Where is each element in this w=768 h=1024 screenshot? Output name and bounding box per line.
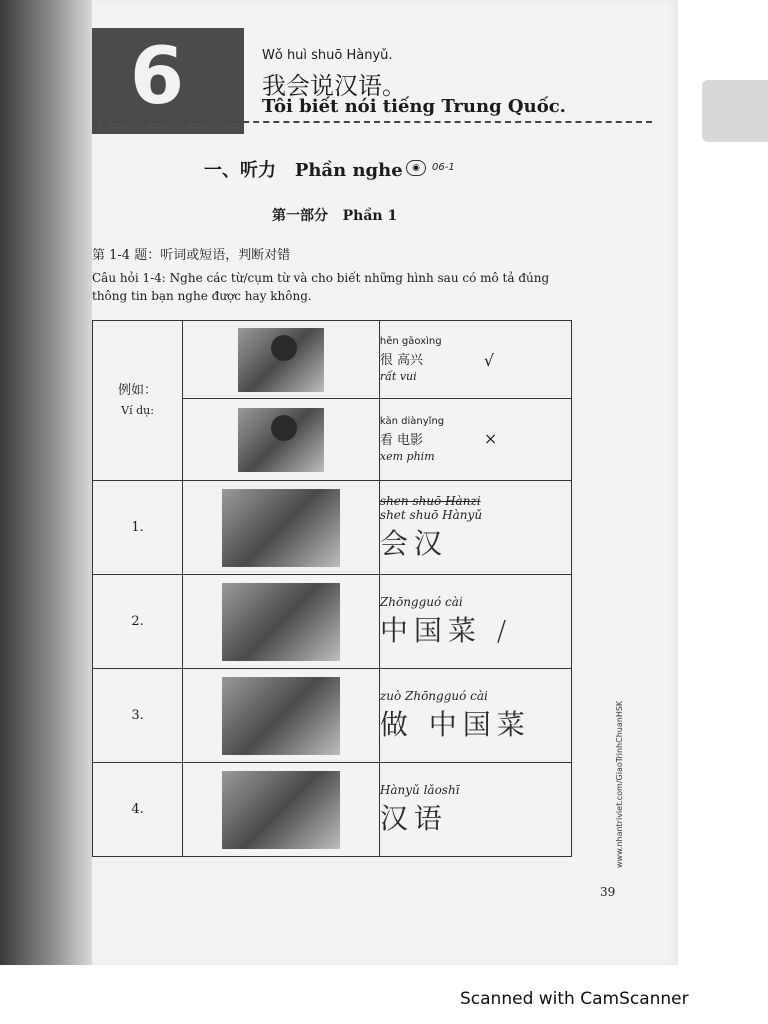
question-photo-cell (183, 575, 380, 669)
audio-track-code: 06-1 (432, 162, 455, 173)
question-photo-cell (183, 763, 380, 857)
part-title-chinese: 第一部分 (272, 208, 328, 224)
chapter-number: 6 (129, 32, 185, 122)
smiling-girl-photo (238, 328, 324, 392)
lesson-title-chinese: 我会说汉语。 (262, 72, 406, 100)
audio-cd-icon: ◉ (406, 160, 426, 176)
question-row (93, 763, 572, 857)
example-answer-cell (379, 321, 571, 399)
question-row (93, 575, 572, 669)
instruction-chinese: 第 1-4 题：听词或短语，判断对错 (92, 248, 291, 263)
question-photo-cell (183, 669, 380, 763)
publisher-url: www.nhantriviet.com/GiaoTrinhChuanHSK (615, 700, 624, 868)
handwritten-pinyin: Hànyǔ lǎoshī (379, 782, 460, 797)
section-title (204, 156, 403, 182)
example-translation: rất vui (379, 370, 417, 383)
example-pinyin: hěn gāoxìng (379, 336, 442, 347)
handwritten-hanzi: 汉语 (379, 801, 448, 835)
handwritten-hanzi: 会汉 (379, 526, 448, 560)
question-photo-cell (183, 481, 380, 575)
calligraphy-writing-photo (222, 489, 340, 567)
question-number: 1. (93, 481, 183, 575)
example-photo-cell (183, 321, 380, 399)
example-label-chinese: 例如： (118, 382, 158, 398)
chinese-food-photo (222, 583, 340, 661)
instruction-vietnamese: Câu hỏi 1-4: Nghe các từ/cụm từ và cho biết những hình sau có mô tả đúng thông tin bạn nghe được hay không. (92, 271, 550, 303)
handwritten-answer-cell[interactable] (379, 763, 571, 857)
lesson-title-block (244, 38, 662, 128)
listening-exercise-table (92, 320, 572, 857)
example-label-cell (93, 321, 183, 481)
example-label-vietnamese: Ví dụ: (121, 403, 154, 417)
header-decoration (702, 80, 768, 142)
part-title (272, 205, 397, 225)
handwritten-pinyin: Zhōngguó cài (379, 594, 463, 609)
handwritten-pinyin: shet shuō Hànyǔ (379, 507, 483, 522)
lesson-title-vietnamese: Tôi biết nói tiếng Trung Quốc. (262, 96, 566, 117)
example-translation: xem phim (379, 450, 435, 463)
chapter-number-box (92, 28, 244, 134)
example-photo-cell (183, 399, 380, 481)
question-number: 2. (93, 575, 183, 669)
handwritten-answer-cell[interactable] (379, 669, 571, 763)
example-hanzi: 看 电影 (379, 433, 424, 448)
example-answer-cell (379, 399, 571, 481)
question-number: 3. (93, 669, 183, 763)
page-number: 39 (600, 885, 616, 899)
example-row (93, 321, 572, 399)
question-row (93, 481, 572, 575)
handwritten-hanzi: 做 中国菜 (379, 707, 531, 741)
boy-writing-photo (222, 771, 340, 849)
man-at-computer-photo (238, 408, 324, 472)
handwritten-pinyin-struck: shen shuō Hànzi (379, 493, 481, 508)
example-pinyin: kàn diànyǐng (379, 416, 445, 427)
question-row (93, 669, 572, 763)
scanner-watermark: Scanned with CamScanner (460, 989, 689, 1009)
book-page (92, 0, 678, 965)
handwritten-answer-cell[interactable] (379, 481, 571, 575)
handwritten-hanzi: 中国菜 / (379, 613, 513, 647)
question-number: 4. (93, 763, 183, 857)
section-title-vietnamese: Phần nghe (294, 160, 403, 181)
book-spine-shadow (0, 0, 92, 965)
section-title-chinese: 一、听力 (204, 160, 276, 181)
header-divider (92, 121, 652, 123)
handwritten-pinyin: zuò Zhōngguó cài (379, 688, 488, 703)
check-mark-icon: √ (483, 351, 495, 370)
part-title-vietnamese: Phần 1 (342, 208, 398, 224)
example-hanzi: 很 高兴 (379, 353, 424, 368)
lesson-title-pinyin: Wǒ huì shuō Hànyǔ. (262, 48, 393, 63)
cooking-couple-photo (222, 677, 340, 755)
handwritten-answer-cell[interactable] (379, 575, 571, 669)
cross-mark-icon: × (483, 429, 498, 448)
